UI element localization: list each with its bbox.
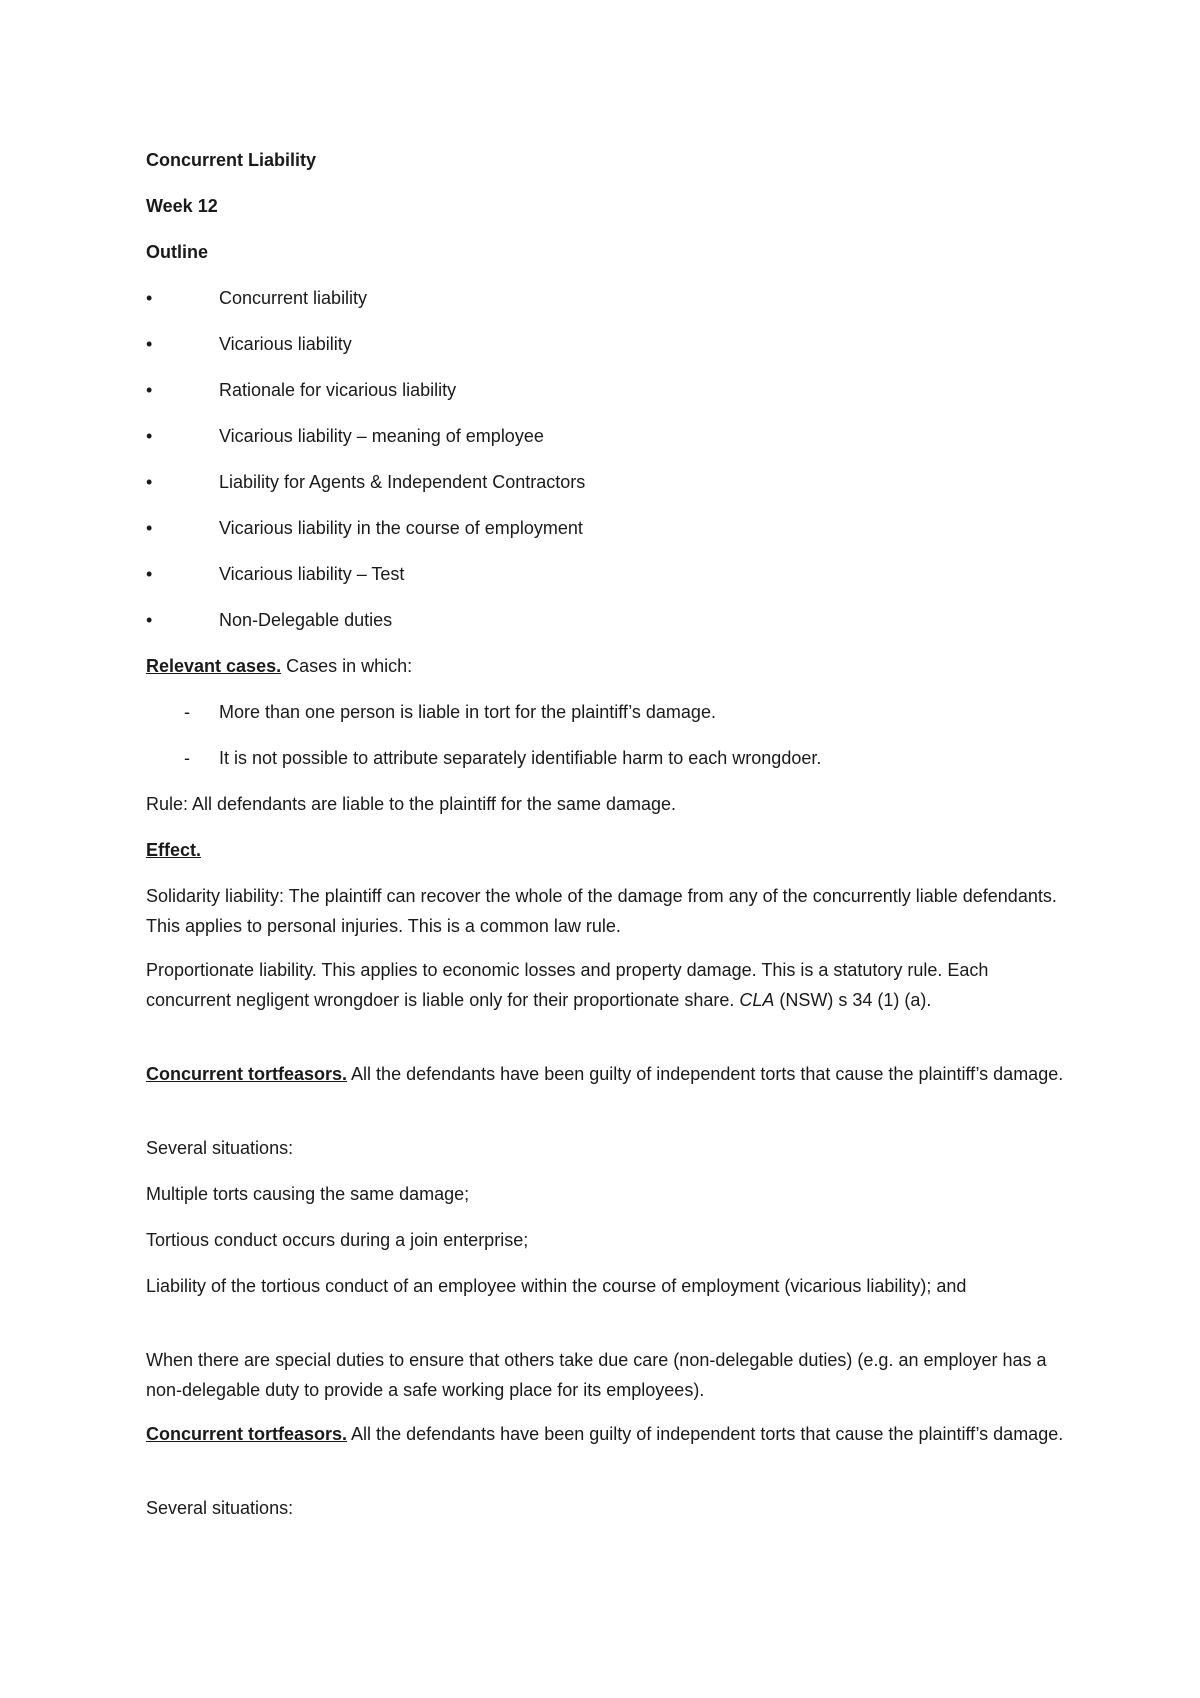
relevant-cases-paragraph xyxy=(146,651,412,681)
concurrent-tortfeasors-paragraph: Concurrent tortfeasors. All the defendants have been guilty of independent torts that cause the plaintiff’s damage. xyxy=(146,1064,1064,1084)
list-item: - More than one person is liable in tort for the plaintiff’s damage. xyxy=(146,697,1106,727)
list-item: • Non-Delegable duties xyxy=(146,605,1106,635)
document-title: Concurrent Liability xyxy=(146,150,317,170)
bullet-icon: • xyxy=(146,564,153,584)
proportionate-paragraph: Proportionate liability. This applies to economic losses and property damage. This is a statutory rule. Each concurrent negligent wrongdoer is liable only for their proportionate share. CLA (NSW) s 34 (1) (a). xyxy=(146,960,989,1010)
situation-item: Tortious conduct occurs during a join enterprise; xyxy=(146,1230,529,1250)
rule-paragraph: Rule: All defendants are liable to the plaintiff for the same damage. xyxy=(146,794,676,814)
bullet-icon: • xyxy=(146,334,153,354)
list-item: • Rationale for vicarious liability xyxy=(146,375,1106,405)
list-item: • Vicarious liability – Test xyxy=(146,559,1106,589)
bullet-icon: • xyxy=(146,380,153,400)
relevant-cases-intro: Cases in which: xyxy=(281,656,413,676)
situation-item: Liability of the tortious conduct of an employee within the course of employment (vicarious liability); and xyxy=(146,1276,967,1296)
bullet-icon: • xyxy=(146,518,153,538)
dash-icon: - xyxy=(184,702,190,722)
list-item: • Vicarious liability in the course of employment xyxy=(146,513,1106,543)
concurrent-tortfeasors-paragraph: Concurrent tortfeasors. All the defendants have been guilty of independent torts that cause the plaintiff’s damage. xyxy=(146,1424,1064,1444)
bullet-icon: • xyxy=(146,426,153,446)
list-item: • Liability for Agents & Independent Contractors xyxy=(146,467,1106,497)
solidarity-paragraph: Solidarity liability: The plaintiff can recover the whole of the damage from any of the concurrently liable defendants. This applies to personal injuries. This is a common law rule. xyxy=(146,886,1057,936)
bullet-icon: • xyxy=(146,288,153,308)
situation-item: Multiple torts causing the same damage; xyxy=(146,1184,470,1204)
bullet-icon: • xyxy=(146,472,153,492)
situation-item: When there are special duties to ensure that others take due care (non-delegable duties) (e.g. an employer has a non-delegable duty to provide a safe working place for its employees). xyxy=(146,1350,1047,1400)
list-item: • Concurrent liability xyxy=(146,283,1106,313)
outline-heading: Outline xyxy=(146,242,208,262)
relevant-cases-heading: Relevant cases. xyxy=(146,656,282,676)
list-item: - It is not possible to attribute separately identifiable harm to each wrongdoer. xyxy=(146,743,1106,773)
concurrent-tortfeasors-heading: Concurrent tortfeasors. xyxy=(146,1424,348,1444)
effect-heading: Effect. xyxy=(146,840,202,860)
several-situations-label: Several situations: xyxy=(146,1498,294,1518)
week-label: Week 12 xyxy=(146,196,218,216)
list-item: • Vicarious liability xyxy=(146,329,1106,359)
concurrent-tortfeasors-heading: Concurrent tortfeasors. xyxy=(146,1064,348,1084)
list-item: • Vicarious liability – meaning of employee xyxy=(146,421,1106,451)
several-situations-label: Several situations: xyxy=(146,1138,294,1158)
dash-icon: - xyxy=(184,748,190,768)
bullet-icon: • xyxy=(146,610,153,630)
